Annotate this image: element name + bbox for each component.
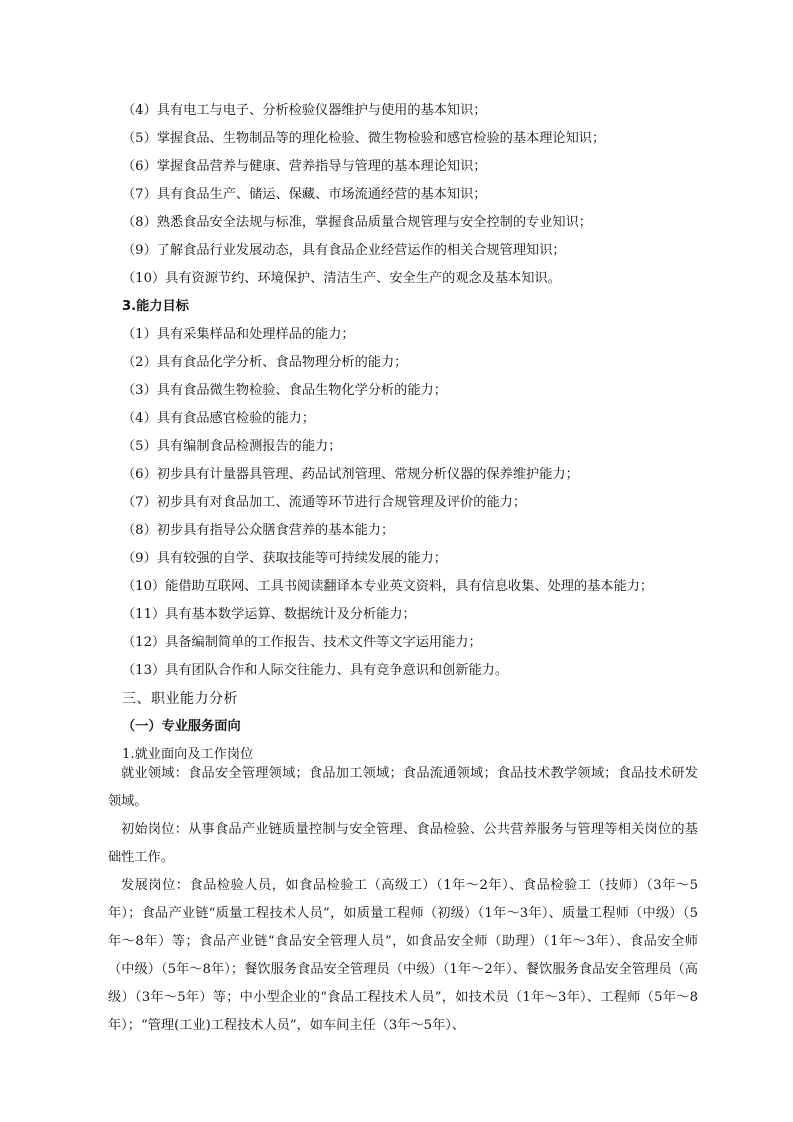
ability-item-11: （11）具有基本数学运算、数据统计及分析能力； [122, 607, 416, 622]
ability-item-7: （7）初步具有对食品加工、流通等环节进行合规管理及评价的能力； [122, 495, 527, 510]
development-position-paragraph: 发展岗位：食品检验人员，如食品检验工（高级工）（1年～2年）、食品检验工（技师）（3年～5年）；食品产业链“质量工程技术人员”，如质量工程师（初级）（1年～3年）、质量工程师（中级）（5年～8年）等；食品产业链“食品安全管理人员”，如食品安全师（助理）（1年～3年）、食品安全师（中级）（5年～8年）；餐饮服务食品安全管理员（中级）（1年～2年）、餐饮服务食品安全管理员（高级）（3年～5年）等；中小型企业的“食品工程技术人员”，如技术员（1年～3年）、工程师（5年～8年）；“管理(工业)工程技术人员”，如车间主任（3年～5年）、 [108, 878, 698, 1033]
sub-item-title: 1.就业面向及工作岗位 [122, 747, 254, 762]
ability-item-4: （4）具有食品感官检验的能力； [122, 411, 316, 426]
ability-heading: 3.能力目标 [122, 299, 189, 314]
ability-item-9: （9）具有较强的自学、获取技能等可持续发展的能力； [122, 551, 447, 566]
ability-item-3: （3）具有食品微生物检验、食品生物化学分析的能力； [122, 383, 447, 398]
initial-position-paragraph: 初始岗位：从事食品产业链质量控制与安全管理、食品检验、公共营养服务与管理等相关岗位的基础性工作。 [108, 822, 698, 865]
knowledge-item-4: （4）具有电工与电子、分析检验仪器维护与使用的基本知识； [122, 103, 487, 118]
knowledge-item-5: （5）掌握食品、生物制品等的理化检验、微生物检验和感官检验的基本理论知识； [122, 131, 606, 146]
ability-item-8: （8）初步具有指导公众膳食营养的基本能力； [122, 523, 395, 538]
ability-item-10: （10）能借助互联网、工具书阅读翻译本专业英文资料，具有信息收集、处理的基本能力； [122, 579, 654, 594]
ability-item-1: （1）具有采集样品和处理样品的能力； [122, 327, 355, 342]
ability-item-13: （13）具有团队合作和人际交往能力、具有竞争意识和创新能力。 [122, 663, 509, 678]
knowledge-item-10: （10）具有资源节约、环境保护、清洁生产、安全生产的观念及基本知识。 [122, 271, 561, 286]
section-title: 三、职业能力分析 [122, 691, 238, 707]
knowledge-item-9: （9）了解食品行业发展动态，具有食品企业经营运作的相关合规管理知识； [122, 243, 566, 258]
knowledge-item-7: （7）具有食品生产、储运、保藏、市场流通经营的基本知识； [122, 187, 487, 202]
subsection-title: （一）专业服务面向 [122, 719, 241, 734]
ability-item-6: （6）初步具有计量器具管理、药品试剂管理、常规分析仪器的保养维护能力； [122, 467, 579, 482]
knowledge-item-6: （6）掌握食品营养与健康、营养指导与管理的基本理论知识； [122, 159, 487, 174]
ability-item-12: （12）具备编制简单的工作报告、技术文件等文字运用能力； [122, 635, 482, 650]
ability-item-5: （5）具有编制食品检测报告的能力； [122, 439, 342, 454]
knowledge-item-8: （8）熟悉食品安全法规与标准，掌握食品质量合规管理与安全控制的专业知识； [122, 215, 592, 230]
ability-item-2: （2）具有食品化学分析、食品物理分析的能力； [122, 355, 408, 370]
employment-paragraph: 就业领域：食品安全管理领域；食品加工领域；食品流通领域；食品技术教学领域；食品技术研发领域。 [108, 766, 698, 809]
